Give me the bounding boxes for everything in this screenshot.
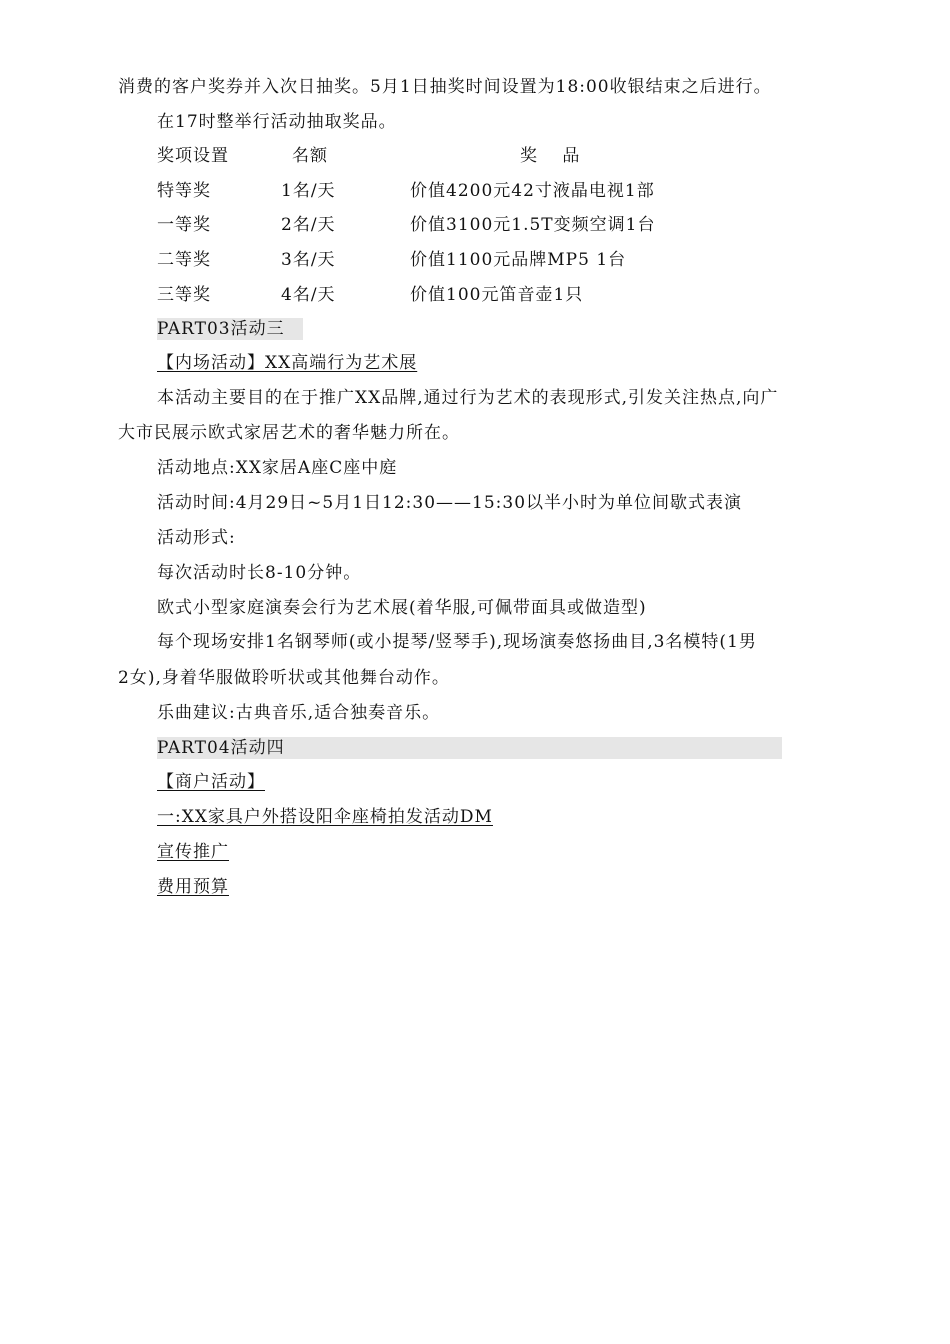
- part04-item-1: 一:XX家具户外搭设阳伞座椅拍发活动DM: [157, 807, 493, 827]
- part03-purpose-line-1: 本活动主要目的在于推广XX品牌,通过行为艺术的表现形式,引发关注热点,向广: [157, 388, 779, 408]
- part03-duration: 每次活动时长8-10分钟。: [157, 563, 362, 583]
- header-quota: 名额: [292, 146, 328, 166]
- header-level: 奖项设置: [157, 146, 229, 166]
- row-prize: 价值4200元42寸液晶电视1部: [410, 181, 655, 201]
- part03-time: 活动时间:4月29日~5月1日12:30——15:30以半小时为单位间歇式表演: [157, 493, 743, 513]
- part04-item-2: 宣传推广: [157, 842, 229, 862]
- part03-style: 欧式小型家庭演奏会行为艺术展(着华服,可佩带面具或做造型): [157, 598, 647, 618]
- part03-music: 乐曲建议:古典音乐,适合独奏音乐。: [157, 703, 441, 723]
- intro-line-1: 消费的客户奖券并入次日抽奖。5月1日抽奖时间设置为18:00收银结束之后进行。: [118, 77, 772, 97]
- row-prize: 价值1100元品牌MP5 1台: [410, 250, 627, 270]
- header-prize: 奖 品: [520, 146, 590, 166]
- row-level: 二等奖: [157, 250, 211, 270]
- intro-line-2: 在17时整举行活动抽取奖品。: [157, 112, 397, 132]
- row-quota: 3名/天: [281, 250, 336, 270]
- row-prize: 价值100元笛音壶1只: [410, 285, 584, 305]
- part03-location: 活动地点:XX家居A座C座中庭: [157, 458, 398, 478]
- row-level: 三等奖: [157, 285, 211, 305]
- part04-item-3: 费用预算: [157, 877, 229, 897]
- row-quota: 2名/天: [281, 215, 336, 235]
- part03-arrange-line-1: 每个现场安排1名钢琴师(或小提琴/竖琴手),现场演奏悠扬曲目,3名模特(1男: [157, 632, 757, 652]
- row-prize: 价值3100元1.5T变频空调1台: [410, 215, 656, 235]
- part03-arrange-line-2: 2女),身着华服做聆听状或其他舞台动作。: [118, 668, 450, 688]
- part03-heading: PART03活动三: [157, 318, 303, 340]
- part04-heading: PART04活动四: [157, 737, 782, 759]
- row-quota: 1名/天: [281, 181, 336, 201]
- part03-subheading: 【内场活动】XX高端行为艺术展: [157, 353, 418, 373]
- part04-subheading: 【商户活动】: [157, 772, 265, 792]
- part03-form-label: 活动形式:: [157, 528, 236, 548]
- part03-purpose-line-2: 大市民展示欧式家居艺术的奢华魅力所在。: [118, 423, 460, 443]
- row-quota: 4名/天: [281, 285, 336, 305]
- row-level: 特等奖: [157, 181, 211, 201]
- row-level: 一等奖: [157, 215, 211, 235]
